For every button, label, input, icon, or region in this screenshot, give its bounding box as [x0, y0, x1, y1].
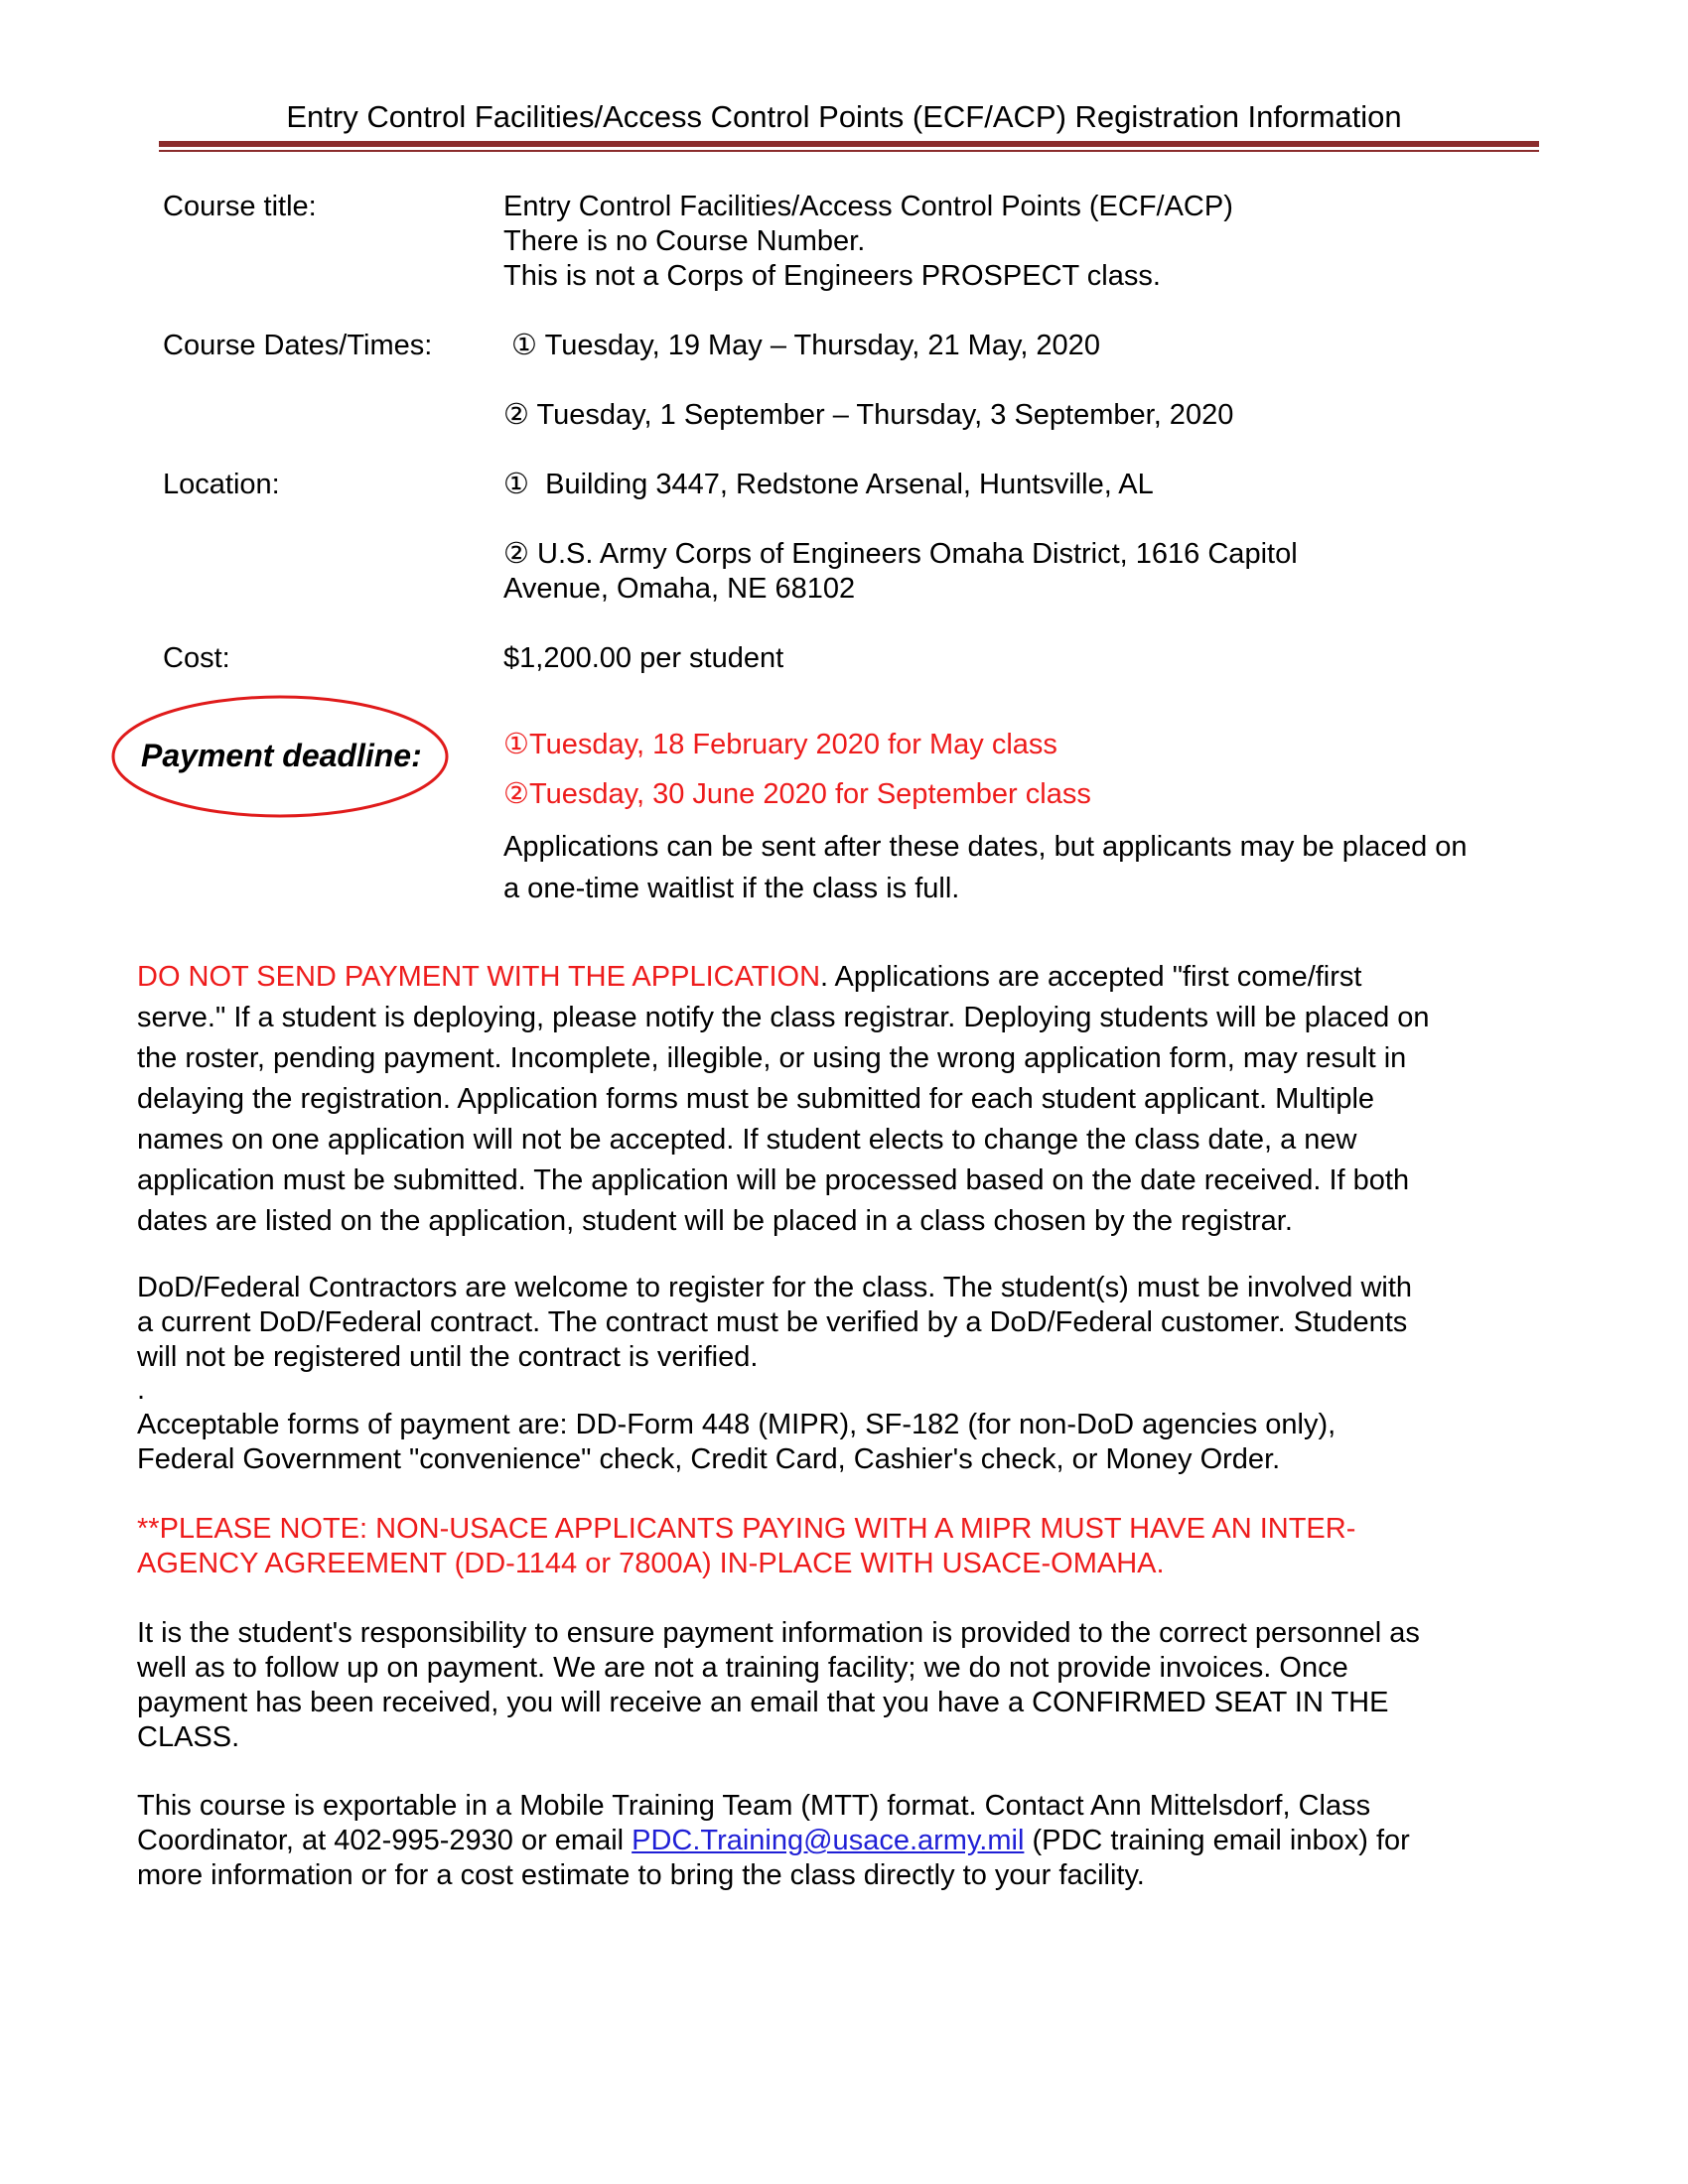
course-title-line-2: There is no Course Number. [503, 225, 866, 257]
application-line-5: names on one application will not be accepted. If student elects to change the class date, a new [137, 1124, 1357, 1156]
header-rule-thin [159, 150, 1539, 152]
responsibility-line-2: well as to follow up on payment. We are not a training facility; we do not provide invoices. Once [137, 1652, 1348, 1684]
mipr-note-line-1: **PLEASE NOTE: NON-USACE APPLICANTS PAYING WITH A MIPR MUST HAVE AN INTER- [137, 1513, 1356, 1545]
pdc-training-email-link[interactable]: PDC.Training@usace.army.mil [632, 1825, 1025, 1856]
responsibility-line-4: CLASS. [137, 1721, 240, 1753]
mtt-line-1: This course is exportable in a Mobile Training Team (MTT) format. Contact Ann Mittelsdorf, Class [137, 1790, 1371, 1822]
payment-deadline-note [503, 826, 1468, 909]
header-rule-thick [159, 141, 1539, 147]
mtt-paragraph [137, 1789, 1527, 1893]
application-line-2: serve." If a student is deploying, please notify the class registrar. Deploying students will be placed on [137, 1002, 1430, 1033]
mtt-line-2 [137, 1824, 1527, 1858]
mipr-note-line-2: AGENCY AGREEMENT (DD-1144 or 7800A) IN-PLACE WITH USACE-OMAHA. [137, 1548, 1165, 1579]
contractors-line-4: . [137, 1374, 146, 1406]
location-1: ① Building 3447, Redstone Arsenal, Huntsville, AL [503, 469, 1154, 500]
contractors-line-1: DoD/Federal Contractors are welcome to register for the class. The student(s) must be involved with [137, 1272, 1413, 1303]
responsibility-line-3: payment has been received, you will receive an email that you have a CONFIRMED SEAT IN THE [137, 1687, 1389, 1718]
payment-forms-paragraph [137, 1408, 1527, 1477]
mtt-line-3: more information or for a cost estimate to bring the class directly to your facility. [137, 1859, 1145, 1891]
application-line-6: application must be submitted. The application will be processed based on the date received. If both [137, 1164, 1410, 1196]
payment-forms-line-2: Federal Government "convenience" check, Credit Card, Cashier's check, or Money Order. [137, 1443, 1281, 1475]
course-date-1: ① Tuesday, 19 May – Thursday, 21 May, 2020 [503, 330, 1100, 361]
course-date-2: ② Tuesday, 1 September – Thursday, 3 September, 2020 [503, 399, 1234, 431]
application-line-3: the roster, pending payment. Incomplete, illegible, or using the wrong application form, may result in [137, 1042, 1407, 1074]
application-line-1 [137, 957, 1527, 998]
contractors-line-3: will not be registered until the contract is verified. [137, 1341, 759, 1373]
mtt-line-2-before: Coordinator, at 402-995-2930 or email [137, 1825, 633, 1856]
payment-deadline-label: Payment deadline: [141, 738, 422, 773]
location-2-line-2: Avenue, Omaha, NE 68102 [503, 573, 856, 605]
course-title-line-1: Entry Control Facilities/Access Control Points (ECF/ACP) [503, 191, 1233, 222]
location-2-line-1: ② U.S. Army Corps of Engineers Omaha District, 1616 Capitol [503, 538, 1298, 570]
application-line-4: delaying the registration. Application forms must be submitted for each student applicant. Multiple [137, 1083, 1375, 1115]
course-title-line-3: This is not a Corps of Engineers PROSPECT class. [503, 260, 1161, 292]
no-payment-warning: DO NOT SEND PAYMENT WITH THE APPLICATION [137, 961, 821, 993]
contractors-line-2: a current DoD/Federal contract. The contract must be verified by a DoD/Federal customer. Students [137, 1306, 1408, 1338]
payment-note-line-2: a one-time waitlist if the class is full. [503, 873, 960, 904]
application-line-1-rest: . Applications are accepted "first come/first [820, 961, 1362, 993]
mtt-line-2-after: (PDC training email inbox) for [1024, 1825, 1410, 1856]
payment-deadline-2: ②Tuesday, 30 June 2020 for September class [503, 778, 1091, 810]
course-title-label: Course title: [163, 191, 317, 222]
location-label: Location: [163, 469, 280, 500]
course-dates-label: Course Dates/Times: [163, 330, 433, 361]
responsibility-paragraph [137, 1616, 1527, 1755]
application-line-7: dates are listed on the application, student will be placed in a class chosen by the registrar. [137, 1205, 1293, 1237]
application-paragraph [137, 957, 1527, 1242]
cost-value: $1,200.00 per student [503, 642, 784, 674]
responsibility-line-1: It is the student's responsibility to ensure payment information is provided to the correct personnel as [137, 1617, 1420, 1649]
payment-forms-line-1: Acceptable forms of payment are: DD-Form 448 (MIPR), SF-182 (for non-DoD agencies only), [137, 1409, 1336, 1440]
payment-note-line-1: Applications can be sent after these dates, but applicants may be placed on [503, 831, 1468, 863]
cost-label: Cost: [163, 642, 230, 674]
mipr-note-paragraph [137, 1512, 1527, 1581]
contractors-paragraph [137, 1271, 1527, 1405]
payment-deadline-1: ①Tuesday, 18 February 2020 for May class [503, 729, 1057, 760]
page-title: Entry Control Facilities/Access Control Points (ECF/ACP) Registration Information [286, 99, 1402, 134]
payment-deadline-callout [109, 693, 451, 820]
